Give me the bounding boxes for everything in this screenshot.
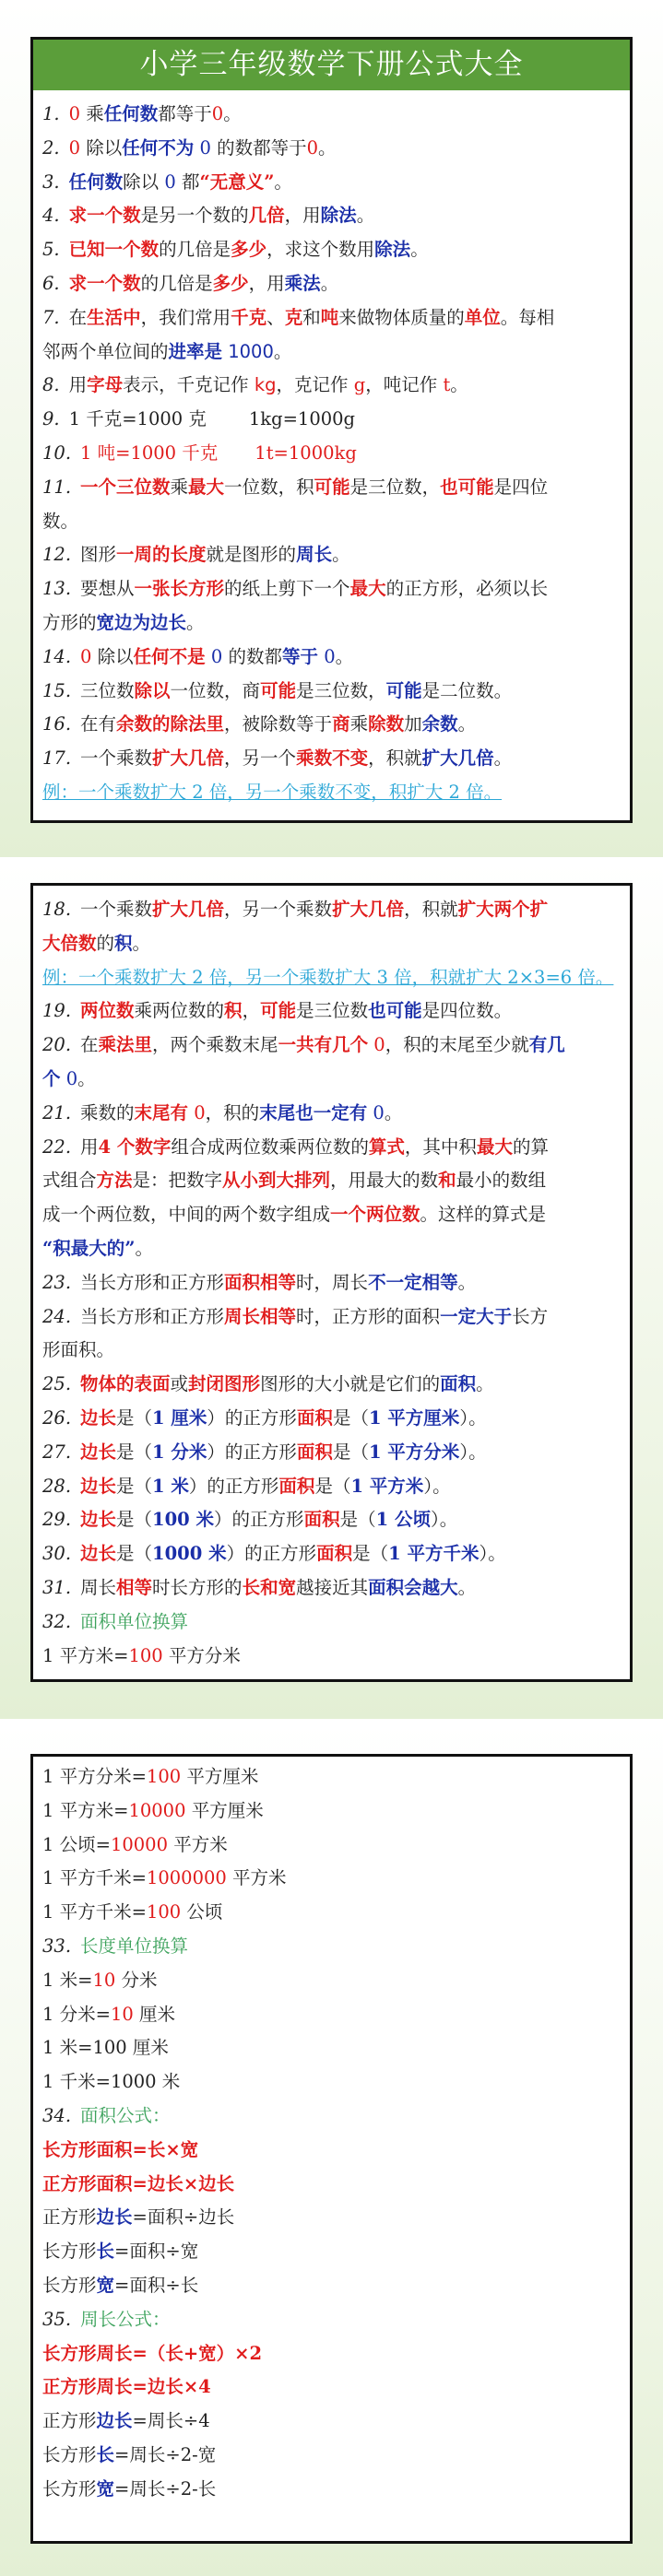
formula-rect-width: 长方形宽=面积÷长 (42, 2274, 199, 2296)
item-11: 11. 一个三位数乘最大一位数，积可能是三位数，也可能是四位 (42, 476, 549, 498)
formula-rect-length-from-perimeter: 长方形长=周长÷2-宽 (42, 2443, 217, 2465)
conversion-row: 1 米=100 厘米 (42, 2037, 169, 2059)
formula-square-area: 正方形面积=边长×边长 (42, 2172, 235, 2194)
panel-3 (30, 1754, 633, 2544)
item-17: 17. 一个乘数扩大几倍，另一个乘数不变，积就扩大几倍。 (42, 747, 513, 770)
formula-rect-perimeter: 长方形周长=（长+宽）×2 (42, 2342, 263, 2364)
item-22-cont-1: 式组合方法是：把数字从小到大排列，用最大的数和最小的数组 (42, 1170, 547, 1192)
item-33: 33. 长度单位换算 (42, 1935, 189, 1957)
item-18: 18. 一个乘数扩大几倍，另一个乘数扩大几倍，积就扩大两个扩 (42, 899, 549, 920)
item-26: 26. 边长是（1 厘米）的正方形面积是（1 平方厘米）。 (42, 1406, 487, 1429)
item-29: 29. 边长是（100 米）的正方形面积是（1 公顷）。 (42, 1509, 458, 1531)
conversion-row: 1 平方米=100 平方分米 (42, 1644, 241, 1666)
item-22-cont-2: 成一个两位数，中间的两个数字组成一个两位数。这样的算式是 (42, 1204, 547, 1226)
item-17-example: 例：一个乘数扩大 2 倍，另一个乘数不变，积扩大 2 倍。 (42, 781, 503, 803)
item-23: 23. 当长方形和正方形面积相等时，周长不一定相等。 (42, 1271, 477, 1293)
item-16: 16. 在有余数的除法里，被除数等于商乘除数加余数。 (42, 713, 477, 735)
item-28: 28. 边长是（1 米）的正方形面积是（1 平方米）。 (42, 1475, 451, 1497)
item-32: 32. 面积单位换算 (42, 1610, 189, 1632)
item-10: 10. 1 吨=1000 千克 1t=1000kg (42, 441, 357, 464)
item-31: 31. 周长相等时长方形的长和宽越接近其面积会越大。 (42, 1576, 477, 1598)
item-6: 6. 求一个数的几倍是多少，用乘法。 (42, 272, 339, 294)
conversion-row: 1 平方分米=100 平方厘米 (42, 1766, 259, 1787)
item-24: 24. 当长方形和正方形周长相等时，正方形的面积一定大于长方 (42, 1305, 549, 1327)
item-19: 19. 两位数乘两位数的积，可能是三位数也可能是四位数。 (42, 1000, 513, 1022)
conversion-row: 1 平方米=10000 平方厘米 (42, 1799, 264, 1821)
item-18-example: 例：一个乘数扩大 2 倍，另一个乘数扩大 3 倍，积就扩大 2×3=6 倍。 (42, 966, 614, 988)
item-1: 1. 0 乘任何数都等于0。 (42, 103, 242, 124)
item-25: 25. 物体的表面或封闭图形图形的大小就是它们的面积。 (42, 1373, 494, 1395)
item-4: 4. 求一个数是另一个数的几倍，用除法。 (42, 205, 375, 227)
panel-2 (30, 883, 633, 1682)
conversion-row: 1 平方千米=100 公顷 (42, 1901, 223, 1923)
item-35: 35. 周长公式： (42, 2308, 171, 2330)
formula-square-perimeter: 正方形周长=边长×4 (42, 2376, 211, 2398)
formula-square-side: 正方形边长=面积÷边长 (42, 2206, 235, 2229)
item-21: 21. 乘数的末尾有 0，积的末尾也一定有 0。 (42, 1101, 403, 1123)
item-2: 2. 0 除以任何不为 0 的数都等于0。 (42, 136, 337, 159)
formula-rect-area: 长方形面积=长×宽 (42, 2138, 199, 2160)
item-8: 8. 用字母表示，千克记作 kg，克记作 g，吨记作 t。 (42, 374, 468, 396)
formula-rect-length: 长方形长=面积÷宽 (42, 2241, 199, 2263)
item-3: 3. 任何数除以 0 都“无意义”。 (42, 171, 292, 193)
page-title: 小学三年级数学下册公式大全 (33, 40, 630, 90)
panel-1 (30, 37, 633, 823)
item-7-cont: 邻两个单位间的进率是 1000。 (42, 340, 292, 362)
item-34: 34. 面积公式： (42, 2104, 171, 2126)
formula-square-side-from-perimeter: 正方形边长=周长÷4 (42, 2410, 210, 2432)
item-27: 27. 边长是（1 分米）的正方形面积是（1 平方分米）。 (42, 1441, 487, 1463)
item-20: 20. 在乘法里，两个乘数末尾一共有几个 0，积的末尾至少就有几 (42, 1034, 565, 1056)
item-13: 13. 要想从一张长方形的纸上剪下一个最大的正方形，必须以长 (42, 578, 549, 600)
item-7: 7. 在生活中，我们常用千克、克和吨来做物体质量的单位。每相 (42, 306, 555, 328)
conversion-row: 1 公顷=10000 平方米 (42, 1833, 228, 1855)
item-12: 12. 图形一周的长度就是图形的周长。 (42, 544, 350, 566)
item-14: 14. 0 除以任何不是 0 的数都等于 0。 (42, 645, 354, 667)
conversion-row: 1 千米=1000 米 (42, 2071, 181, 2093)
item-20-cont: 个 0。 (42, 1067, 96, 1089)
item-11-cont: 数。 (42, 510, 79, 532)
item-24-cont: 形面积。 (42, 1339, 115, 1361)
item-22-cont-3: “积最大的”。 (42, 1237, 153, 1259)
item-22: 22. 用4 个数字组合成两位数乘两位数的算式，其中积最大的算 (42, 1135, 549, 1158)
formula-rect-width-from-perimeter: 长方形宽=周长÷2-长 (42, 2477, 217, 2500)
item-30: 30. 边长是（1000 米）的正方形面积是（1 平方千米）。 (42, 1543, 506, 1565)
item-15: 15. 三位数除以一位数，商可能是三位数，可能是二位数。 (42, 679, 513, 701)
conversion-row: 1 米=10 分米 (42, 1969, 158, 1991)
item-9: 9. 1 千克=1000 克 1kg=1000g (42, 408, 356, 430)
item-13-cont: 方形的宽边为边长。 (42, 611, 205, 633)
item-5: 5. 已知一个数的几倍是多少，求这个数用除法。 (42, 239, 429, 261)
conversion-row: 1 平方千米=1000000 平方米 (42, 1867, 287, 1889)
conversion-row: 1 分米=10 厘米 (42, 2003, 175, 2025)
item-18-cont: 大倍数的积。 (42, 932, 151, 954)
